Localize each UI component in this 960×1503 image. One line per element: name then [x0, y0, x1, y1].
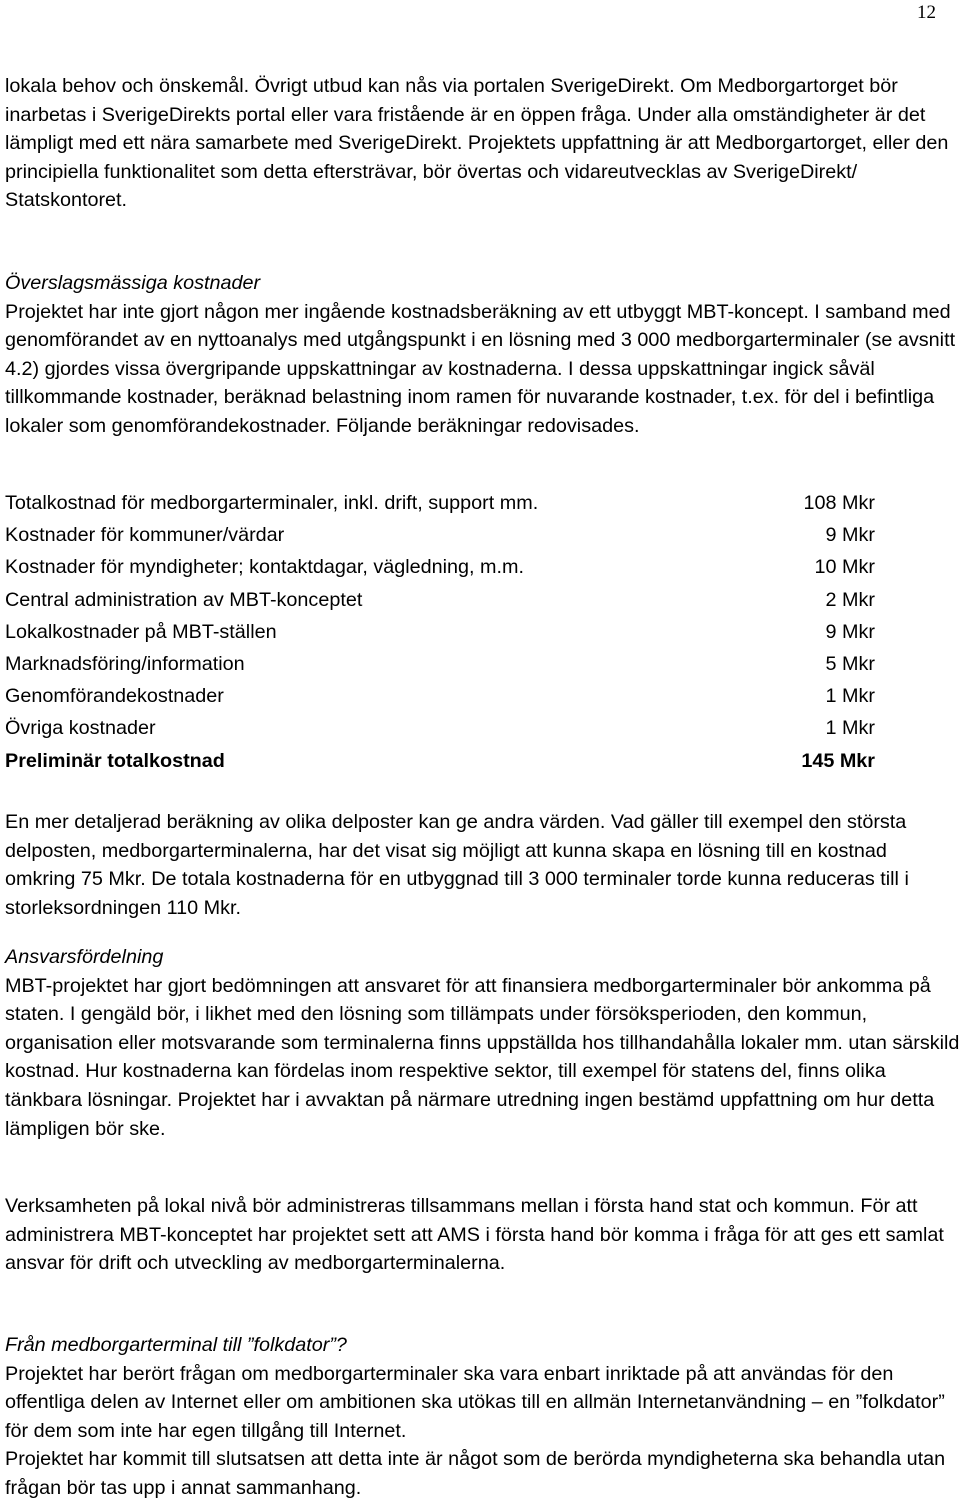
cost-row — [5, 487, 875, 519]
costs-text: Projektet har inte gjort någon mer ingående kostnadsberäkning av ett utbyggt MBT-koncept. I samband med genomförandet av en nyttoanalys med utgångspunkt i en lösning med 3 000 medborgarterminaler (se avsnitt 4.2) gjordes vissa övergripande uppskattningar av kostnaderna. I dessa uppskattningar ingick såväl tillkommande kostnader, beräknad belastning inom ramen för nuvarande kostnader, t.ex. för del i befintliga lokaler som genomförandekostnader. Följande beräkningar redovisades. — [5, 300, 956, 437]
cost-amount: 5 Mkr — [825, 653, 875, 676]
total-amount: 145 Mkr — [801, 749, 875, 772]
cost-row — [5, 648, 875, 680]
cost-label: Övriga kostnader — [5, 717, 156, 740]
cost-amount: 9 Mkr — [825, 620, 875, 643]
cost-label: Totalkostnad för medborgarterminaler, inkl. drift, support mm. — [5, 492, 539, 514]
cost-label: Marknadsföring/information — [5, 653, 245, 676]
cost-label: Kostnader för myndigheter; kontaktdagar, vägledning, m.m. — [5, 556, 524, 579]
cost-amount: 1 Mkr — [825, 685, 875, 708]
cost-row — [5, 712, 875, 744]
intro-text: lokala behov och önskemål. Övrigt utbud kan nås via portalen SverigeDirekt. Om Medborgartorget bör inarbetas i SverigeDirekts portal eller vara fristående är en öppen fråga. Under alla omständigheter är det lämpligt med ett nära samarbete med SverigeDirekt. Projektets uppfattning är att Medborgartorget, eller den principiella funktionalitet som detta eftersträvar, bör övertas och vidareutvecklas av SverigeDirekt/ Statskontoret. — [5, 75, 949, 212]
operations-paragraph — [5, 1192, 960, 1278]
cost-amount: 10 Mkr — [814, 556, 875, 579]
cost-row — [5, 551, 875, 583]
responsibility-section — [5, 943, 960, 1143]
cost-row — [5, 519, 875, 551]
detail-text: En mer detaljerad beräkning av olika delposter kan ge andra värden. Vad gäller till exempel den största delposten, medborgarterminalerna, har det visat sig möjligt att kunna skapa en lösning till en kostnad omkring 75 Mkr. De totala kostnaderna för en utbyggnad till 3 000 terminaler torde kunna reduceras till i storleksordningen 110 Mkr. — [5, 811, 909, 919]
total-row — [5, 745, 875, 777]
cost-table — [5, 487, 875, 777]
costs-section — [5, 269, 960, 441]
cost-label: Central administration av MBT-konceptet — [5, 588, 363, 611]
folkdator-text-1: Projektet har berört frågan om medborgarterminaler ska vara enbart inriktade på att användas för den offentliga delen av Internet eller om ambitionen ska utökas till en allmän Internetanvändning – en ”folkdator” för dem som inte har egen tillgång till Internet. — [5, 1362, 945, 1442]
intro-paragraph — [5, 72, 960, 215]
cost-row — [5, 680, 875, 712]
responsibility-text: MBT-projektet har gjort bedömningen att ansvaret för att finansiera medborgarterminaler bör ankomma på staten. I gengäld bör, i likhet med den lösning som tillämpats under försöksperioden, den kommun, organisation eller motsvarande som terminalerna finns uppställda hos tillhandahålla lokaler mm. utan särskild kostnad. Hur kostnaderna kan fördelas inom respektive sektor, till exempel för statens del, finns olika tänkbara lösningar. Projektet har i avvaktan på närmare utredning ingen bestämd uppfattning om hur detta lämpligen bör ske. — [5, 974, 960, 1140]
folkdator-section — [5, 1331, 960, 1503]
folkdator-text-2: Projektet har kommit till slutsatsen att detta inte är något som de berörda myndigheterna ska behandla utan frågan bör tas upp i annat sammanhang. — [5, 1448, 946, 1499]
cost-row — [5, 584, 875, 616]
responsibility-heading: Ansvarsfördelning — [5, 946, 164, 968]
operations-text: Verksamheten på lokal nivå bör administreras tillsammans mellan i första hand stat och kommun. För att administrera MBT-konceptet har projektet sett att AMS i första hand bör komma i fråga för att ges ett samlat ansvar för drift och utveckling av medborgarterminalerna. — [5, 1195, 944, 1275]
cost-label: Genomförandekostnader — [5, 685, 224, 708]
page-number: 12 — [917, 2, 936, 23]
cost-row — [5, 616, 875, 648]
cost-amount: 9 Mkr — [825, 524, 875, 547]
total-label: Preliminär totalkostnad — [5, 749, 225, 772]
cost-amount: 2 Mkr — [825, 588, 875, 611]
folkdator-heading: Från medborgarterminal till ”folkdator”? — [5, 1334, 347, 1356]
cost-amount: 1 Mkr — [825, 717, 875, 740]
costs-heading: Överslagsmässiga kostnader — [5, 272, 261, 294]
detail-paragraph — [5, 808, 960, 922]
cost-amount: 108 Mkr — [803, 492, 875, 514]
cost-label: Lokalkostnader på MBT-ställen — [5, 620, 277, 643]
cost-label: Kostnader för kommuner/värdar — [5, 524, 285, 547]
